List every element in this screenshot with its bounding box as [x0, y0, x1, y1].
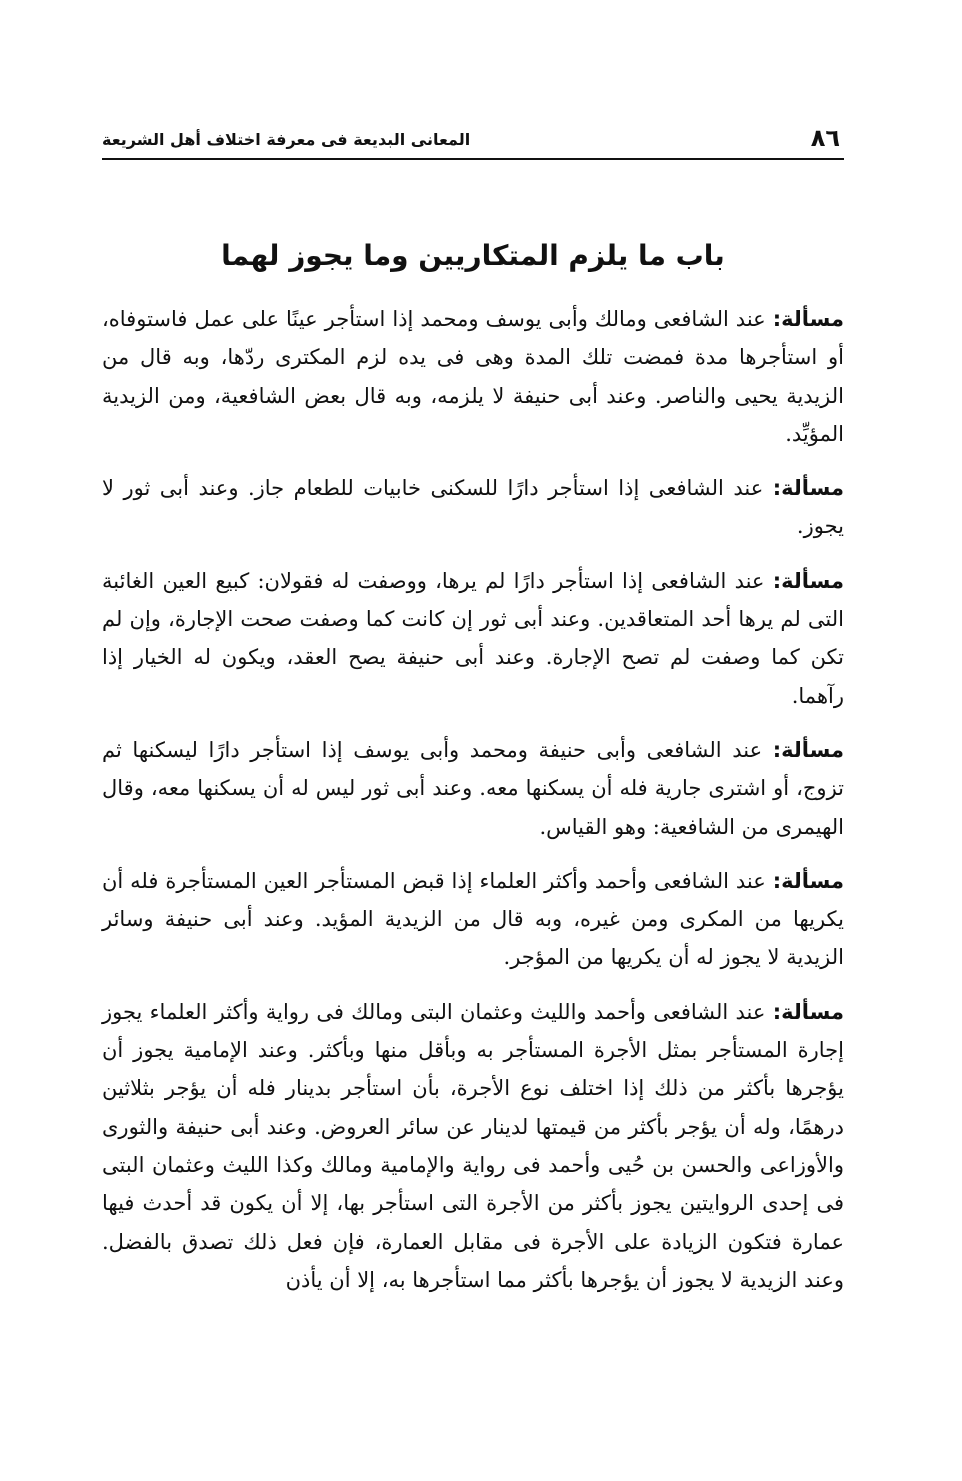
masala-paragraph: [102, 731, 844, 846]
page-number: ٨٦: [810, 124, 840, 152]
masala-paragraph: [102, 993, 844, 1299]
chapter-title: باب ما يلزم المتكاريين وما يجوز لهما: [221, 238, 725, 272]
masala-text: عند الشافعى وأبى حنيفة ومحمد وأبى يوسف إذا استأجر دارًا ليسكنها ثم تزوج، أو اشترى جارية فله أن يسكنها معه. وعند أبى ثور ليس له أن يسكنها معه، وقال الهيمرى من الشافعية: وهو القياس.: [102, 737, 844, 839]
masala-text: عند الشافعى إذا استأجر دارًا للسكنى خابيات للطعام جاز. وعند أبى ثور لا يجوز.: [102, 476, 844, 539]
masala-paragraph: [102, 469, 844, 546]
masala-text: عند الشافعى وأحمد والليث وعثمان البتى ومالك فى رواية وأكثر العلماء يجوز إجارة المستأجر بمثل الأجرة المستأجر به وبأقل منها وبأكثر. وعند الإمامية يجوز أن يؤجرها بأكثر من ذلك إذا اختلف نوع الأجرة، بأن استأجر بدينار فله أن يؤجر بثلاثين درهمًا، وله أن يؤجر بأكثر من قيمتها لدينار عن سائر العروض. وعند أبى حنيفة والثورى والأوزاعى والحسن بن حُيى وأحمد فى رواية والإمامية ومالك وكذا الليث وعثمان البتى فى إحدى الروايتين يجوز بأكثر من الأجرة التى استأجر بها، إلا أن يكون قد أحدث فيها عمارة فتكون الزيادة على الأجرة فى مقابل العمارة، فإن فعل ذلك تصدق بالفضل. وعند الزيدية لا يجوز أن يؤجرها بأكثر مما استأجرها به، إلا أن يأذن: [102, 999, 844, 1292]
book-title: المعانى البديعة فى معرفة اختلاف أهل الشريعة: [102, 130, 471, 149]
masala-text: عند الشافعى وأحمد وأكثر العلماء إذا قبض المستأجر العين المستأجرة فله أن يكريها من المكرى ومن غيره، وبه قال من الزيدية المؤيد. وعند أبى حنيفة وسائر الزيدية لا يجوز له أن يكريها من المؤجر.: [102, 868, 844, 970]
masala-label: مسألة:: [772, 737, 844, 762]
masala-label: مسألة:: [772, 307, 844, 331]
masala-label: مسألة:: [772, 568, 844, 593]
masala-label: مسألة:: [772, 999, 844, 1024]
masala-paragraph: [102, 300, 844, 453]
masala-text: عند الشافعى ومالك وأبى يوسف ومحمد إذا استأجر عينًا على عمل فاستوفاه، أو استأجرها مدة فمضت تلك المدة وهى فى يده لزم المكترى ردّها، وبه قال من الزيدية يحيى والناصر. وعند أبى حنيفة لا يلزمه، وبه قال بعض الشافعية، ومن الزيدية المؤيِّد.: [102, 307, 844, 446]
masala-text: عند الشافعى إذا استأجر دارًا لم يرها، ووصفت له فقولان: كبيع العين الغائبة التى لم يرها أحد المتعاقدين. وعند أبى ثور إن كانت كما وصفت صحت الإجارة، وإن لم تكن كما وصفت لم تصح الإجارة. وعند أبى حنيفة يصح العقد، ويكون له الخيار إذا رآهما.: [102, 568, 844, 708]
running-header: [102, 124, 844, 160]
masala-label: مسألة:: [772, 476, 844, 501]
page-content: [102, 300, 844, 1315]
masala-label: مسألة:: [772, 868, 844, 893]
masala-paragraph: [102, 862, 844, 977]
masala-paragraph: [102, 562, 844, 715]
